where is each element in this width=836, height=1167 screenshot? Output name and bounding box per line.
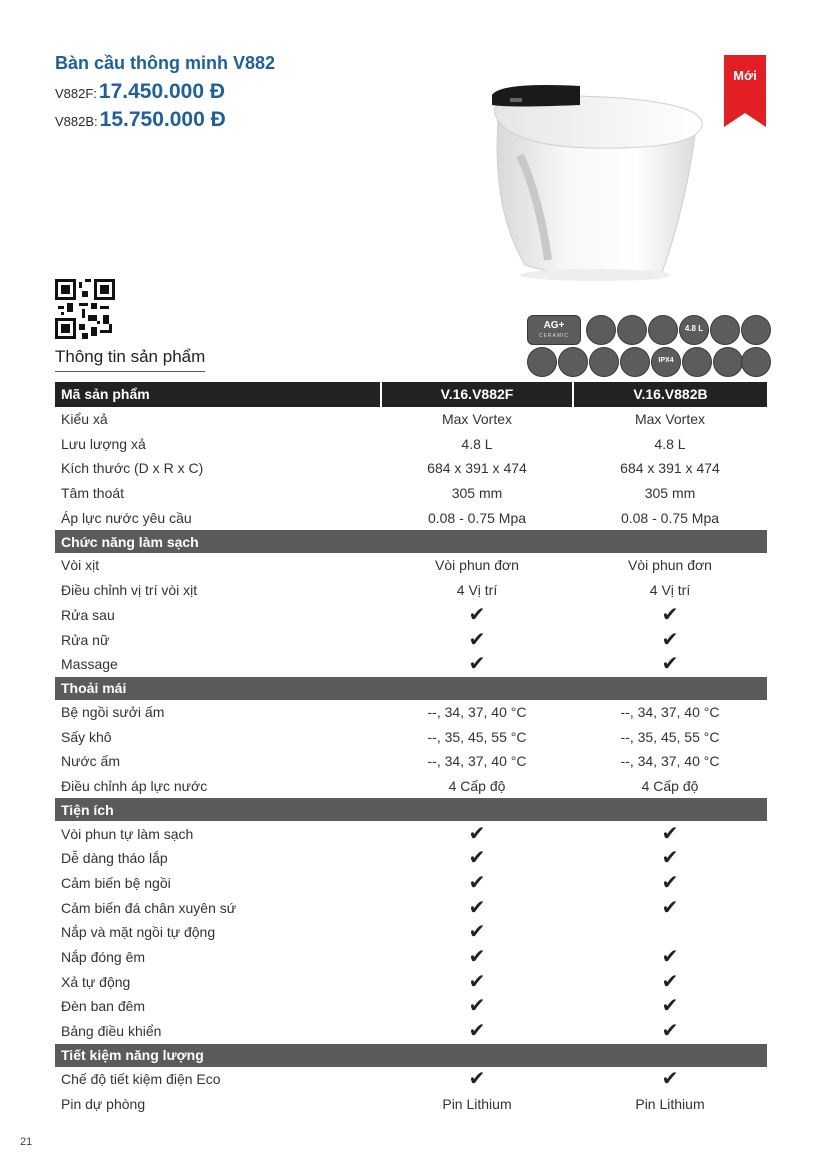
check-icon (573, 871, 767, 896)
check-mark: ✔ (468, 1020, 486, 1043)
sensor-icon (682, 347, 712, 377)
spec-label: Cảm biến đá chân xuyên sứ (61, 899, 237, 916)
spec-table (55, 382, 767, 1116)
check-icon (381, 969, 573, 994)
check-mark: ✔ (661, 653, 679, 676)
col-header-v882f: V.16.V882F (381, 382, 573, 407)
flow-label: 4.8 L (684, 324, 704, 333)
spray-icon (586, 315, 616, 345)
spec-row (55, 774, 767, 799)
spec-row (55, 895, 767, 920)
value-v882f: Max Vortex (441, 411, 513, 428)
spec-label: Pin dự phòng (61, 1095, 146, 1112)
price-v882f (55, 80, 225, 104)
spec-row (55, 627, 767, 652)
spec-label: Bảng điều khiển (61, 1023, 162, 1040)
spec-label: Rửa sau (61, 606, 115, 623)
value-v882b: 684 x 391 x 474 (620, 460, 720, 477)
spec-label: Vòi xịt (61, 557, 100, 574)
category-row (55, 1044, 767, 1067)
spec-row (55, 920, 767, 945)
category-label: Chức năng làm sạch (55, 530, 767, 553)
check-icon (573, 652, 767, 677)
check-icon (573, 945, 767, 970)
toilet-product-image (470, 60, 720, 285)
value-v882f: 305 mm (451, 485, 503, 502)
check-mark: ✔ (468, 921, 486, 944)
category-label: Tiện ích (55, 798, 767, 821)
check-icon (381, 1019, 573, 1044)
spec-label: Tâm thoát (61, 485, 125, 502)
check-mark: ✔ (468, 822, 486, 845)
product-info-heading: Thông tin sản phẩm (55, 347, 205, 372)
spec-row (55, 871, 767, 896)
value-v882b: Max Vortex (634, 411, 706, 428)
product-title: Bàn cầu thông minh V882 (55, 53, 276, 73)
spec-row (55, 505, 767, 530)
check-icon (381, 1067, 573, 1092)
check-icon (381, 821, 573, 846)
check-icon (381, 652, 573, 677)
check-icon (381, 994, 573, 1019)
value-v882b: Vòi phun đơn (628, 557, 712, 574)
nozzle-icon (527, 347, 557, 377)
qr-code[interactable] (55, 279, 115, 339)
check-mark: ✔ (661, 946, 679, 969)
ag-ceramic-icon: AG+ CERAMIC (527, 315, 581, 345)
check-icon (381, 627, 573, 652)
check-mark: ✔ (661, 1067, 679, 1090)
spec-label: Rửa nữ (61, 631, 110, 648)
check-icon (381, 945, 573, 970)
check-icon (573, 603, 767, 628)
value-v882f: --, 34, 37, 40 °C (427, 703, 527, 720)
check-mark: ✔ (468, 995, 486, 1018)
value-v882f: 0.08 - 0.75 Mpa (427, 509, 527, 526)
spec-label: Vòi phun tự làm sạch (61, 825, 194, 842)
check-icon (381, 871, 573, 896)
model-label: V882F: (55, 86, 97, 101)
spec-row (55, 407, 767, 432)
spec-label: Dễ dàng tháo lắp (61, 850, 168, 867)
feature-icons (527, 313, 769, 377)
value-v882f: 4 Cấp độ (448, 777, 506, 794)
col-header-code: Mã sản phẩm (55, 382, 381, 407)
value-v882f: 4.8 L (461, 435, 493, 452)
spec-row (55, 1019, 767, 1044)
page-number: 21 (20, 1136, 33, 1148)
check-mark: ✔ (661, 995, 679, 1018)
value-v882b: 4.8 L (654, 435, 686, 452)
check-icon (381, 846, 573, 871)
check-mark: ✔ (661, 847, 679, 870)
spec-label: Chế độ tiết kiệm điện Eco (61, 1070, 221, 1087)
value-v882f: 684 x 391 x 474 (427, 460, 527, 477)
flush-icon (710, 315, 740, 345)
value-v882f: --, 34, 37, 40 °C (427, 753, 527, 770)
spec-label: Nắp đóng êm (61, 949, 146, 966)
spec-row (55, 553, 767, 578)
check-icon (381, 920, 573, 945)
check-mark: ✔ (468, 628, 486, 651)
spec-label: Nước ấm (61, 753, 121, 770)
spec-row (55, 652, 767, 677)
price-value: 17.450.000 Đ (98, 80, 226, 103)
lamp-icon (713, 347, 743, 377)
col-header-v882b: V.16.V882B (573, 382, 767, 407)
spec-row (55, 1091, 767, 1116)
value-v882b (573, 920, 767, 945)
spec-label: Điều chỉnh áp lực nước (61, 777, 208, 794)
value-v882b: --, 34, 37, 40 °C (620, 753, 720, 770)
check-mark: ✔ (661, 970, 679, 993)
check-mark: ✔ (661, 872, 679, 895)
check-mark: ✔ (468, 653, 486, 676)
check-icon (573, 969, 767, 994)
check-icon (573, 1019, 767, 1044)
seat-icon (648, 315, 678, 345)
spec-label: Cảm biến bệ ngồi (61, 875, 171, 892)
spec-label: Điều chỉnh vị trí vòi xịt (61, 582, 198, 599)
vortex-icon (617, 315, 647, 345)
spec-label: Massage (61, 656, 118, 673)
check-mark: ✔ (468, 872, 486, 895)
value-v882b: --, 35, 45, 55 °C (620, 728, 720, 745)
check-icon (381, 895, 573, 920)
spec-label: Lưu lượng xả (61, 435, 146, 452)
check-icon (573, 895, 767, 920)
value-v882f: --, 35, 45, 55 °C (427, 728, 527, 745)
value-v882b: Pin Lithium (635, 1095, 705, 1112)
ipx4-icon (651, 347, 681, 377)
check-icon (573, 846, 767, 871)
spec-row (55, 749, 767, 774)
check-mark: ✔ (661, 896, 679, 919)
category-row (55, 677, 767, 700)
new-badge-ribbon (724, 55, 766, 127)
price-value: 15.750.000 Đ (99, 108, 226, 131)
check-mark: ✔ (468, 970, 486, 993)
check-icon (573, 994, 767, 1019)
new-badge-label: Mới (733, 68, 757, 83)
value-v882f: Pin Lithium (442, 1095, 512, 1112)
spec-row (55, 700, 767, 725)
value-v882b: --, 34, 37, 40 °C (620, 703, 720, 720)
spec-label: Xả tự động (61, 973, 131, 990)
category-label: Thoải mái (55, 677, 767, 700)
category-label: Tiết kiệm năng lượng (55, 1044, 767, 1067)
check-mark: ✔ (661, 603, 679, 626)
check-mark: ✔ (468, 1067, 486, 1090)
ipx-label: IPX4 (658, 357, 674, 364)
model-label: V882B: (55, 114, 98, 129)
spec-row (55, 431, 767, 456)
check-icon (573, 821, 767, 846)
spec-row (55, 578, 767, 603)
spec-label: Sấy khô (61, 728, 112, 745)
value-v882b: 0.08 - 0.75 Mpa (620, 509, 720, 526)
category-row (55, 798, 767, 821)
spec-row (55, 481, 767, 506)
spec-label: Đèn ban đêm (61, 998, 146, 1015)
spec-row (55, 1067, 767, 1092)
check-mark: ✔ (661, 1020, 679, 1043)
check-mark: ✔ (661, 628, 679, 651)
check-mark: ✔ (468, 603, 486, 626)
check-mark: ✔ (468, 946, 486, 969)
check-icon (381, 603, 573, 628)
dryer-icon (589, 347, 619, 377)
remote-icon (620, 347, 650, 377)
spec-row (55, 994, 767, 1019)
category-row (55, 530, 767, 553)
spec-label: Kích thước (D x R x C) (61, 460, 204, 477)
clean-icon (558, 347, 588, 377)
check-icon (573, 1067, 767, 1092)
price-v882b (55, 108, 226, 132)
value-v882f: Vòi phun đơn (435, 557, 519, 574)
value-v882f: 4 Vị trí (456, 582, 498, 599)
check-mark: ✔ (468, 847, 486, 870)
eco-icon (741, 347, 771, 377)
value-v882b: 4 Cấp độ (641, 777, 699, 794)
spec-row (55, 724, 767, 749)
spec-row (55, 945, 767, 970)
spec-row (55, 969, 767, 994)
water-4-8l-icon (679, 315, 709, 345)
value-v882b: 4 Vị trí (649, 582, 691, 599)
spec-label: Kiểu xả (61, 411, 108, 428)
spec-row (55, 456, 767, 481)
value-v882b: 305 mm (644, 485, 696, 502)
check-mark: ✔ (661, 822, 679, 845)
spec-label: Áp lực nước yêu cầu (61, 509, 192, 526)
spec-row (55, 821, 767, 846)
spec-table-header (55, 382, 767, 407)
check-mark: ✔ (468, 896, 486, 919)
spec-row (55, 603, 767, 628)
spec-label: Nắp và mặt ngồi tự động (61, 924, 216, 941)
spec-row (55, 846, 767, 871)
lid-icon (741, 315, 771, 345)
check-icon (573, 627, 767, 652)
spec-label: Bệ ngồi sưởi ấm (61, 703, 165, 720)
